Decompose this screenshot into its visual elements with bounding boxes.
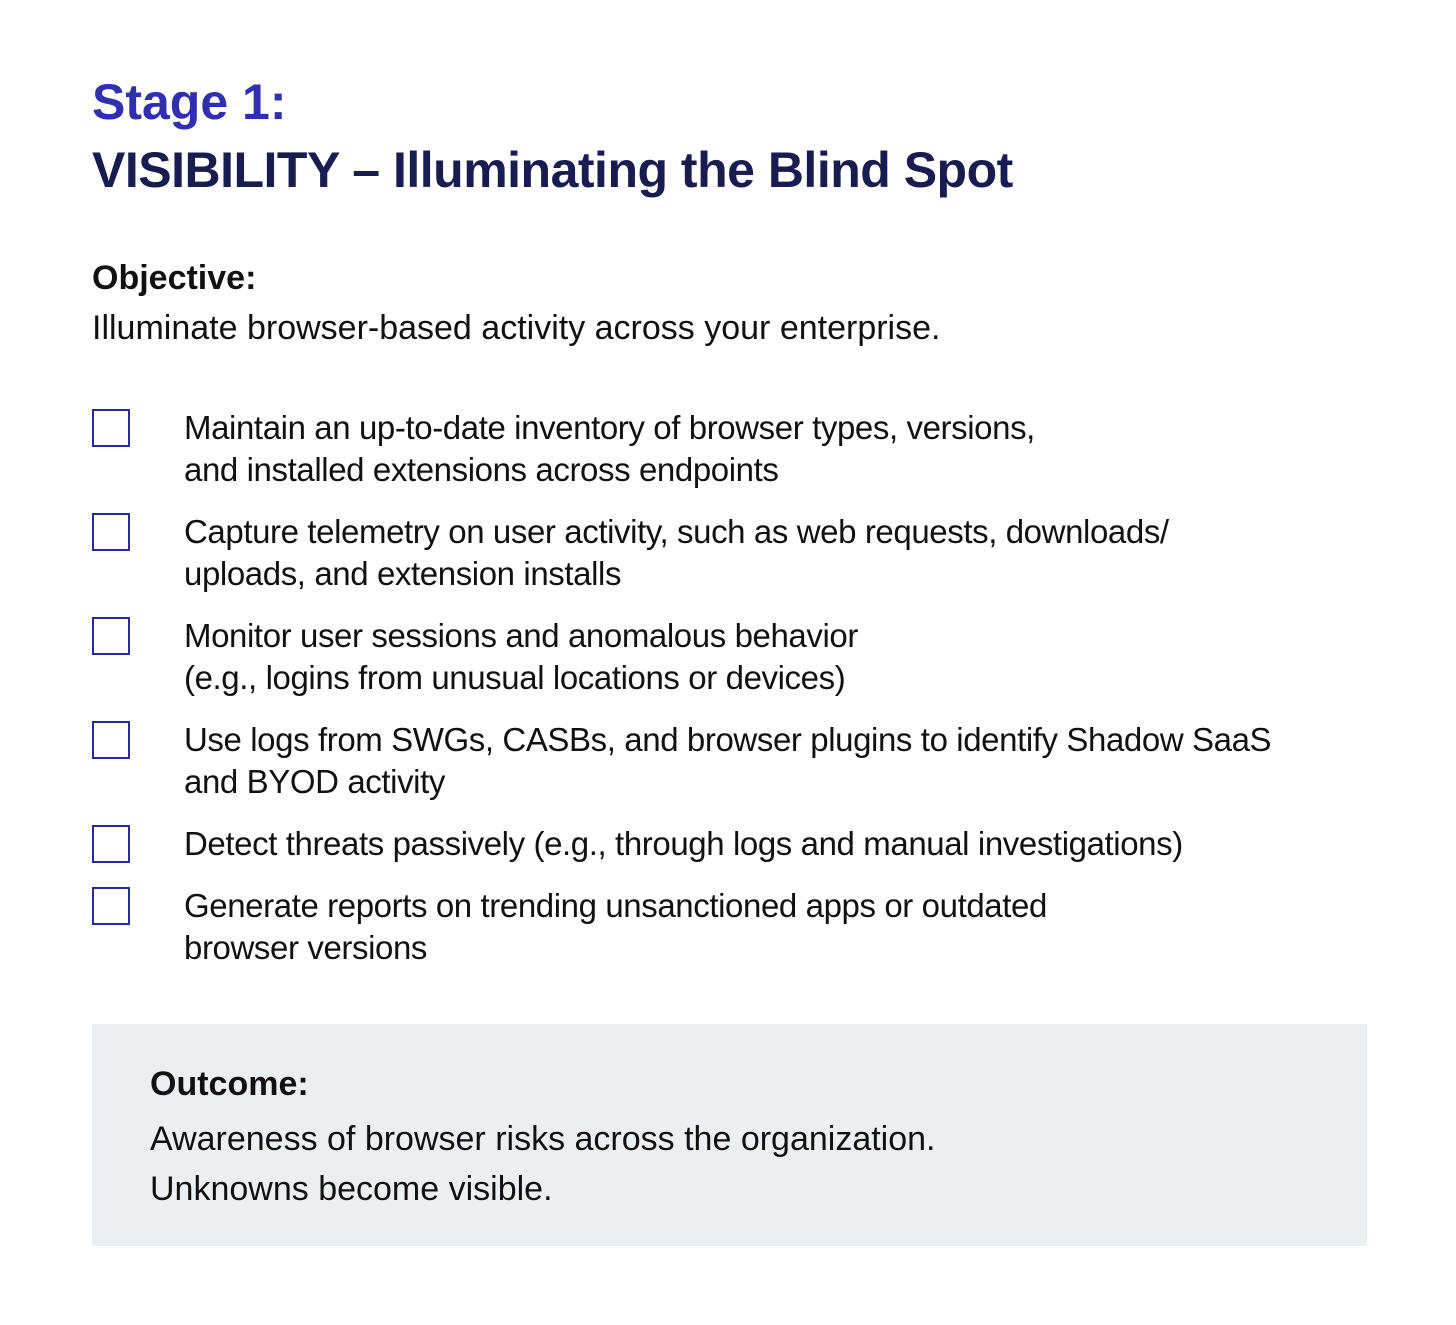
checkbox[interactable] (92, 721, 130, 759)
checklist-item-line: Use logs from SWGs, CASBs, and browser plugins to identify Shadow SaaS (184, 721, 1272, 758)
checklist-item (92, 719, 1382, 803)
checkbox[interactable] (92, 409, 130, 447)
outcome-text: Unknowns become visible. (150, 1170, 553, 1208)
objective-text: Illuminate browser-based activity across your enterprise. (92, 309, 941, 347)
checklist-item-line: and installed extensions across endpoints (184, 451, 779, 488)
outcome-text: Awareness of browser risks across the organization. (150, 1120, 936, 1158)
checklist-item-line: browser versions (184, 929, 428, 966)
checklist-item-line: Maintain an up-to-date inventory of browser types, versions, (184, 409, 1035, 446)
checklist (92, 407, 1382, 989)
checkbox[interactable] (92, 887, 130, 925)
checklist-item (92, 885, 1382, 969)
checklist-item (92, 511, 1382, 595)
checklist-item-line: uploads, and extension installs (184, 555, 622, 592)
checklist-item-line: and BYOD activity (184, 763, 445, 800)
checklist-item-line: (e.g., logins from unusual locations or devices) (184, 659, 846, 696)
page-title: VISIBILITY – Illuminating the Blind Spot (92, 142, 1013, 198)
checklist-item (92, 615, 1382, 699)
outcome-heading: Outcome: (150, 1065, 309, 1103)
checkbox[interactable] (92, 617, 130, 655)
checkbox[interactable] (92, 513, 130, 551)
outcome-box (92, 1024, 1367, 1246)
checklist-item-line: Detect threats passively (e.g., through logs and manual investigations) (184, 825, 1183, 862)
checkbox[interactable] (92, 825, 130, 863)
objective-heading: Objective: (92, 259, 257, 297)
checklist-item-line: Monitor user sessions and anomalous behavior (184, 617, 858, 654)
checklist-item (92, 407, 1382, 491)
checklist-item (92, 823, 1382, 865)
stage-label: Stage 1: (92, 74, 287, 130)
checklist-item-line: Capture telemetry on user activity, such as web requests, downloads/ (184, 513, 1169, 550)
checklist-item-line: Generate reports on trending unsanctioned apps or outdated (184, 887, 1047, 924)
